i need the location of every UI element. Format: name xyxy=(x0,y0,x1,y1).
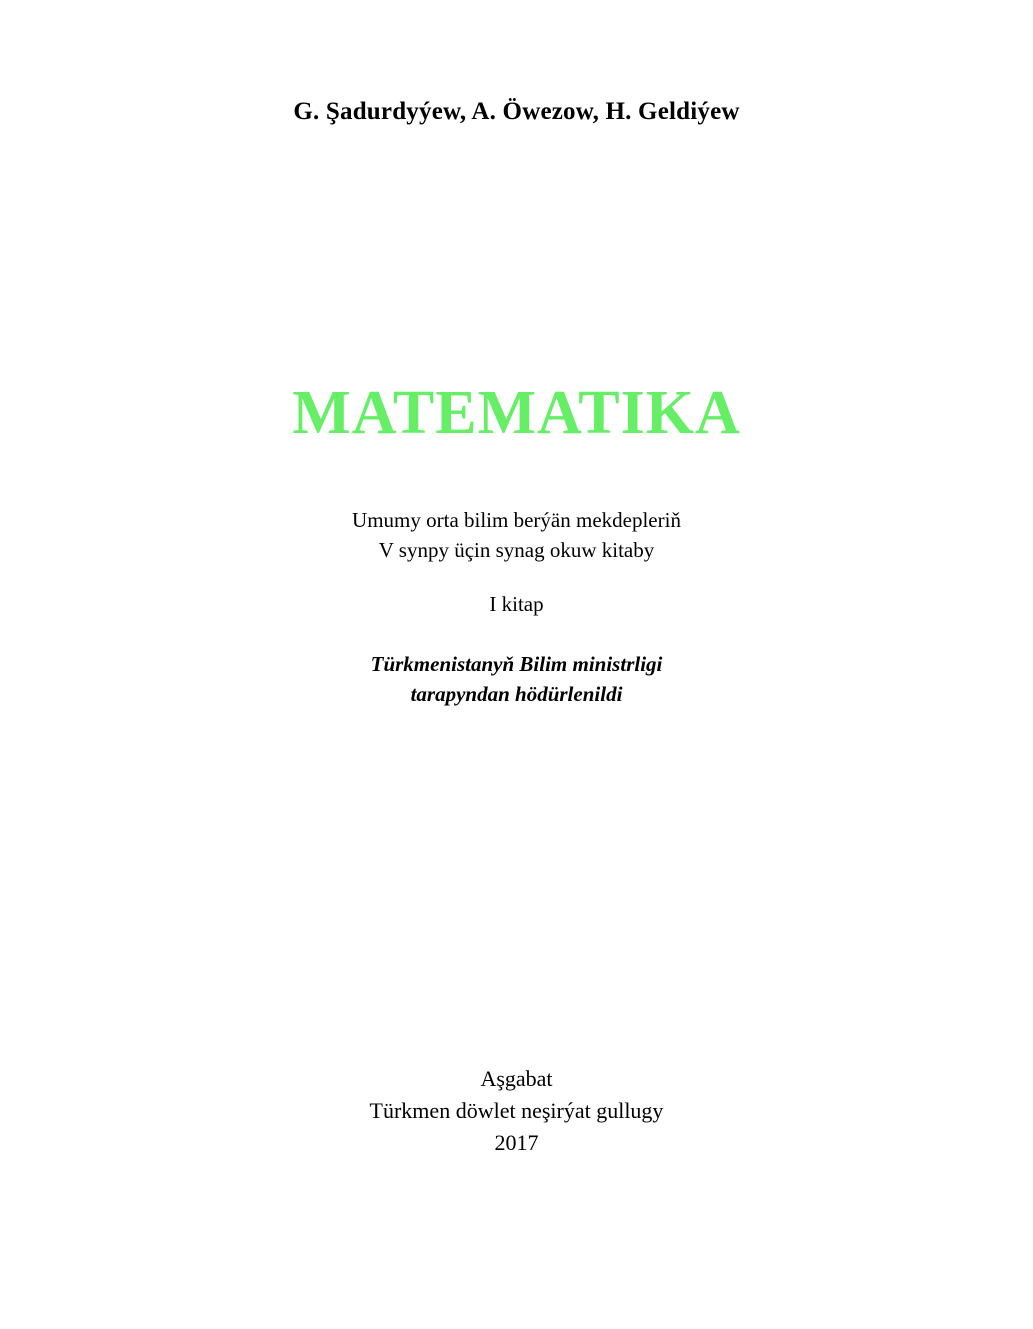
endorsement-block xyxy=(0,649,1033,709)
imprint-publisher: Türkmen döwlet neşirýat gullugy xyxy=(369,1098,664,1123)
subtitle-line-1: Umumy orta bilim berýän mekdepleriň xyxy=(352,508,681,532)
page-title: MATEMATIKA xyxy=(292,379,741,447)
book-number: I kitap xyxy=(489,592,544,616)
subtitle-block xyxy=(0,505,1033,565)
subtitle-line-2: V synpy üçin synag okuw kitaby xyxy=(378,538,655,562)
imprint-year: 2017 xyxy=(494,1130,539,1155)
endorsement-line-2: tarapyndan hödürlenildi xyxy=(410,682,623,706)
imprint-city: Aşgabat xyxy=(480,1066,553,1091)
endorsement-line-1: Türkmenistanyň Bilim ministrligi xyxy=(370,652,663,676)
imprint-block xyxy=(0,1063,1033,1159)
authors-line: G. Şadurdyýew, A. Öwezow, H. Geldiýew xyxy=(293,98,740,125)
